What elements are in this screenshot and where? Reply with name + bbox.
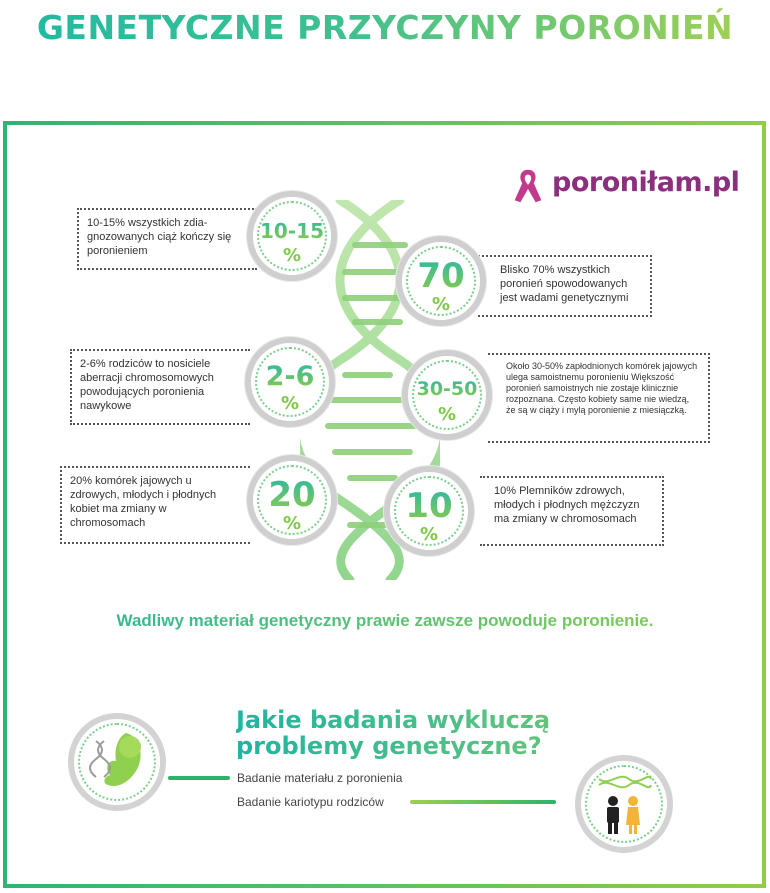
test-bar-2 [410,800,556,804]
page-title: GENETYCZNE PRZYCZYNY PORONIEŃ [0,8,770,47]
ribbon-icon [510,166,546,206]
stat-badge-5: 20 % [247,455,337,545]
logo-text: poroniłam.pl [552,167,740,198]
tagline: Wadliwy materiał genetyczny prawie zawsze powoduje poronienie. [0,611,770,631]
stat-badge-3: 2-6 % [245,337,335,427]
stat-text-5: 20% komórek jajowych u zdrowych, młodych i płodnych kobiet ma zmiany w chromosomach [60,466,250,544]
fetus-dna-icon [68,713,166,811]
stat-text-3: 2-6% rodziców to nosiciele aberracji chromosomowych powodujących poronienia nawykowe [70,349,250,425]
stat-text-1: 10-15% wszystkich zdia-gnozowanych ciąż kończy się poronieniem [77,208,257,270]
stat-text-6: 10% Plemników zdrowych, młodych i płodnych mężczyzn ma zmiany w chromosomach [480,476,664,546]
test-item-1: Badanie materiału z poronienia [237,771,403,785]
question-heading: Jakie badania wykluczą problemy genetyczne? [236,706,551,760]
test-item-2: Badanie kariotypu rodziców [237,795,384,809]
test-bar-1 [168,776,230,780]
stat-text-4: Około 30-50% zapłodnionych komórek jajowych ulega samoistnemu poronieniu Większość poronień samoistnych nie zostaje klinicznie rozpoznana. Często kobiety same nie wiedzą, że są w ciąży i mylą poronienie z miesiączką. [488,353,710,443]
parents-dna-icon [575,755,673,853]
stat-text-2: Blisko 70% wszystkich poronień spowodowanych jest wadami genetycznymi [478,255,652,317]
stat-badge-4: 30-50 % [402,350,492,440]
stat-badge-1: 10-15 % [247,191,337,281]
stat-badge-6: 10 % [384,466,474,556]
stat-badge-2: 70 % [396,236,486,326]
